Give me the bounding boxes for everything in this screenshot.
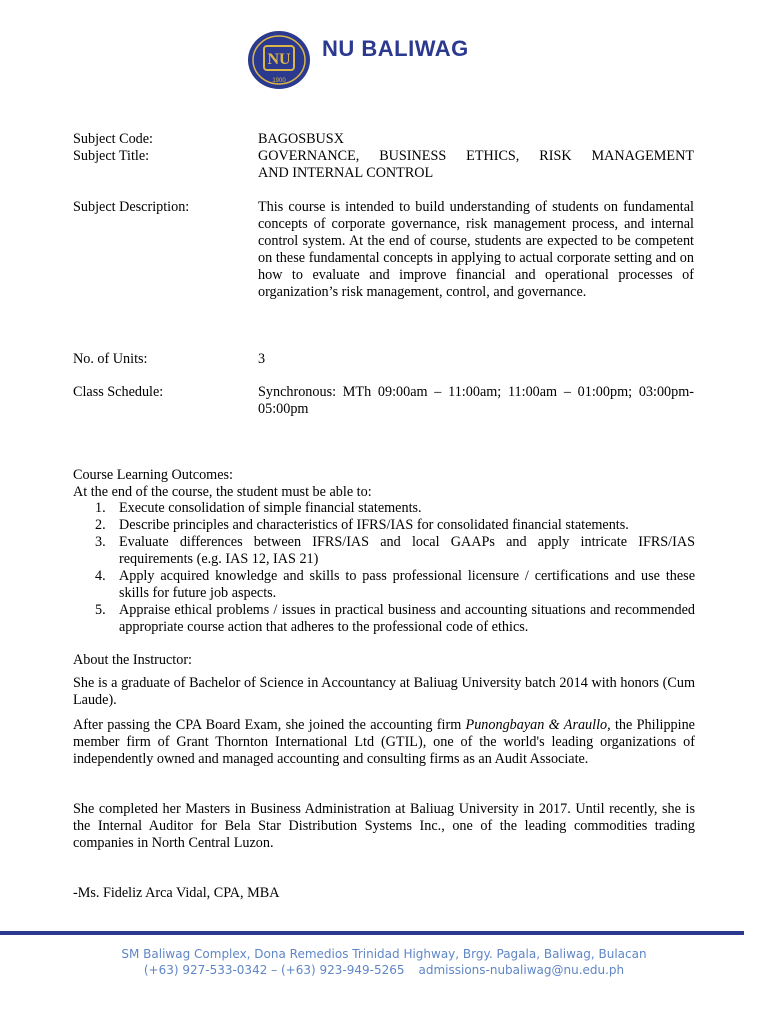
outcomes-intro: At the end of the course, the student must be able to: bbox=[73, 484, 372, 500]
footer-email: admissions-nubaliwag@nu.edu.ph bbox=[418, 963, 625, 977]
subject-code-value: BAGOSBUSX bbox=[258, 131, 344, 147]
instructor-signature: -Ms. Fideliz Arca Vidal, CPA, MBA bbox=[73, 885, 280, 901]
schedule-value: Synchronous: MTh 09:00am – 11:00am; 11:00am – 01:00pm; 03:00pm-05:00pm bbox=[258, 384, 694, 417]
subject-description-label: Subject Description: bbox=[73, 199, 190, 215]
schedule-label: Class Schedule: bbox=[73, 384, 164, 400]
outcomes-list bbox=[73, 500, 695, 636]
instructor-paragraph-2: After passing the CPA Board Exam, she joined the accounting firm Punongbayan & Araullo, the Philippine member firm of Grant Thornton International Ltd (GTIL), one of the world's leading organizations of independently owned and managed accounting and consulting firms as an Audit Associate. bbox=[73, 717, 695, 767]
subject-title-label: Subject Title: bbox=[73, 148, 150, 164]
nu-seal-logo bbox=[247, 30, 311, 90]
units-value: 3 bbox=[258, 351, 266, 367]
footer-contact bbox=[0, 962, 768, 978]
list-item: 1. Execute consolidation of simple financial statements. bbox=[95, 500, 422, 516]
brand-name: NU BALIWAG bbox=[322, 36, 469, 61]
subject-title-line1: GOVERNANCE, BUSINESS ETHICS, RISK MANAGEMENT bbox=[258, 148, 694, 164]
list-item: 2. Describe principles and characteristics of IFRS/IAS for consolidated financial statements. bbox=[95, 517, 629, 533]
svg-text:NU: NU bbox=[267, 51, 291, 68]
firm-name: Punongbayan & Araullo bbox=[465, 717, 608, 733]
list-item: 5. Appraise ethical problems / issues in practical business and accounting situations and recommended appropriate course action that adheres to the professional code of ethics. bbox=[95, 602, 695, 635]
instructor-paragraph-1: She is a graduate of Bachelor of Science in Accountancy at Baliuag University batch 2014 with honors (Cum Laude). bbox=[73, 675, 695, 708]
units-label: No. of Units: bbox=[73, 351, 148, 367]
page-header bbox=[0, 22, 768, 92]
instructor-paragraph-3: She completed her Masters in Business Administration at Baliuag University in 2017. Until recently, she is the Internal Auditor for Bela Star Distribution Systems Inc., one of the leading commodities trading companies in North Central Luzon. bbox=[73, 801, 695, 851]
footer-divider bbox=[0, 931, 744, 935]
footer-address: SM Baliwag Complex, Dona Remedios Trinidad Highway, Brgy. Pagala, Baliwag, Bulacan bbox=[121, 947, 647, 961]
footer-phones: (+63) 927-533-0342 – (+63) 923-949-5265 bbox=[143, 963, 405, 977]
subject-code-label: Subject Code: bbox=[73, 131, 153, 147]
list-item: 4. Apply acquired knowledge and skills to pass professional licensure / certifications and use these skills for future job aspects. bbox=[95, 568, 695, 601]
outcomes-heading: Course Learning Outcomes: bbox=[73, 467, 233, 483]
page-footer bbox=[0, 946, 768, 978]
instructor-heading: About the Instructor: bbox=[73, 652, 192, 668]
subject-title-line2: AND INTERNAL CONTROL bbox=[258, 165, 434, 181]
svg-text:1900: 1900 bbox=[272, 78, 286, 84]
subject-description-value: This course is intended to build understanding of students on fundamental concepts of corporate governance, risk management process, and internal control system. At the end of course, students are expected to be competent on these fundamental concepts in applying to actual corporate setting and on how to evaluate and improve financial and operational processes of organization’s risk management, control, and governance. bbox=[258, 199, 694, 300]
list-item: 3. Evaluate differences between IFRS/IAS and local GAAPs and apply intricate IFRS/IAS requirements (e.g. IAS 12, IAS 21) bbox=[95, 534, 695, 567]
